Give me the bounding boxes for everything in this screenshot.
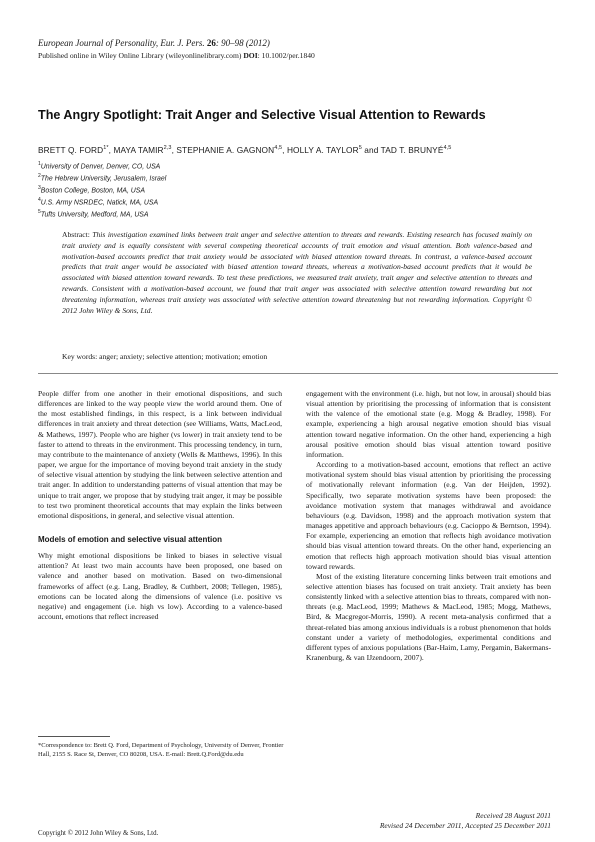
correspondence-footnote: *Correspondence to: Brett Q. Ford, Department of Psychology, University of Denver, Frontier Hall, 2155 S. Race St, Denver, CO 80208, USA. E-mail: Brett.Q.Ford@du.edu: [38, 742, 284, 758]
keywords: [62, 352, 532, 362]
author-list: [38, 143, 568, 156]
doi-label: DOI: [243, 51, 258, 60]
received-date: Received 28 August 2011: [475, 811, 551, 820]
author-name: , MAYA TAMIR: [108, 144, 164, 155]
affiliation: $^5$Tufts University, Medford, MA, USA: [38, 209, 149, 219]
copyright-notice: Copyright © 2012 John Wiley & Sons, Ltd.: [38, 830, 159, 837]
article-title: The Angry Spotlight: Trait Anger and Selective Visual Attention to Rewards: [38, 108, 486, 122]
body-paragraph: According to a motivation-based account, emotions that reflect an active motivational system should bias visual attention by prioritising the processing of motivationally relevant information (e.g. Van der Heijden, 1992). Specifically, two separate motivation systems have been proposed: the avoidance motivation system that manages withdrawal and avoidance behaviours (e.g. Davidson, 1998) and the approach motivation system that manages appetitive and approach behaviours (e.g. Cacioppo & Berntson, 1994). For example, experiencing an emotion that reflects high avoidance motivation should bias visual attention toward threats. On the other hand, experiencing an emotion that reflects high approach motivation should bias visual attention toward rewards.: [306, 460, 551, 571]
doi-link[interactable]: : 10.1002/per.1840: [257, 51, 315, 60]
journal-name: European Journal of Personality, Eur. J. Pers.: [38, 38, 207, 48]
keywords-text: anger; anxiety; selective attention; motivation; emotion: [97, 352, 268, 361]
author-affil-marker: 4,5: [443, 145, 452, 151]
author-affil-marker: 5: [358, 145, 362, 151]
section-heading: Models of emotion and selective visual attention: [38, 535, 223, 545]
journal-citation: [38, 38, 270, 49]
body-column-left: [38, 389, 282, 622]
body-paragraph: engagement with the environment (i.e. high, but not low, in arousal) should bias visual attention by prioritising the processing of information that is consistent with the valence of the emotional state (e.g. Mogg & Bradley, 1998). For example, experiencing a high arousal negative emotion should bias visual attention toward negative information. On the other hand, experiencing a high arousal positive emotion should bias visual attention toward positive information.: [306, 389, 551, 459]
journal-volume: 26: [206, 38, 216, 48]
affiliation: $^3$Boston College, Boston, MA, USA: [38, 185, 145, 195]
affiliation-list: [38, 160, 166, 220]
body-column-right: [306, 389, 551, 663]
author-name: , HOLLY A. TAYLOR: [282, 144, 359, 155]
author-name: BRETT Q. FORD: [38, 144, 104, 155]
author-name: , STEPHANIE A. GAGNON: [171, 144, 275, 155]
affiliation: $^4$U.S. Army NSRDEC, Natick, MA, USA: [38, 197, 159, 207]
keywords-label: Key words:: [62, 352, 98, 361]
author-name: and TAD T. BRUNYÉ: [361, 144, 444, 155]
received-dates: [380, 811, 551, 831]
body-paragraph: Why might emotional dispositions be linked to biases in selective visual attention? At least two main accounts have been proposed, one based on valence and another based on motivation. Based on two-dimensional frameworks of affect (e.g. Lang, Bradley, & Cuthbert, 2008; Tellegen, 1985), emotions can be located along the dimensions of valence (i.e. positive vs negative) and engagement (i.e. high vs low). According to a valence-based account, emotions that reflect increased: [38, 551, 282, 621]
published-text: Published online in Wiley Online Library (wileyonlinelibrary.com): [38, 51, 244, 60]
journal-pages: : 90–98 (2012): [215, 38, 270, 48]
author-affil-marker: 1*: [103, 145, 109, 151]
abstract: [62, 230, 532, 316]
affiliation: $^2$The Hebrew University, Jerusalem, Israel: [38, 173, 167, 183]
revised-accepted-date: Revised 24 December 2011, Accepted 25 December 2011: [379, 821, 551, 830]
abstract-text: This investigation examined links between trait anger and selective attention to threats and rewards. Existing research has focused mainly on trait anxiety and is equally consistent with several competing theoretical accounts of trait emotion and visual attention. Both valence-based and motivation-based accounts predict that trait anxiety would be associated with biased attention toward threats. In contrast, a valence-based account predicts that trait anger would be associated with biased attention toward threats, whereas a motivation-based account predicts that it would be associated with biased attention toward rewards. To test these predictions, we measured trait anxiety, trait anger and selective attention to threats and rewards. Consistent with a motivation-based account, we found that trait anger was associated with selective attention toward rewarding but not threatening information, whereas trait anxiety was associated with selective attention toward threatening but not rewarding information. Copyright © 2012 John Wiley & Sons, Ltd.: [62, 230, 532, 315]
author-affil-marker: 2,3: [163, 145, 172, 151]
affiliation: $^1$University of Denver, Denver, CO, USA: [38, 161, 161, 171]
body-paragraph: People differ from one another in their emotional dispositions, and such differences are linked to the way people view the world around them. One of the most established findings, in this respect, is a link between individual differences in trait anxiety and threat detection (see Williams, Watts, MacLeod, & Mathews, 1997). People who are higher (vs lower) in trait anxiety tend to be faster to attend to threats in the environment. This processing tendency, in turn, may contribute to the maintenance of anxiety (Wells & Matthews, 1996). In this paper, we argue for the importance of moving beyond trait anxiety in the study of selective visual attention by studying the link between selective attention and trait anger. In addition to understanding patterns of visual attention that may be unique to trait anger, we propose that by studying trait anger, it may be possible to test two prominent theoretical accounts that may explain the links between emotional dispositions, in general, and selective visual attention.: [38, 389, 282, 520]
footnote-divider: [38, 736, 110, 737]
author-affil-marker: 4,5: [274, 145, 283, 151]
abstract-label: Abstract:: [62, 230, 90, 239]
published-online-line: [38, 51, 315, 61]
section-divider: [38, 373, 558, 374]
body-paragraph: Most of the existing literature concerning links between trait emotions and selective attention biases has focused on trait anxiety. Trait anxiety has been consistently linked with a selective attention bias to threats, compared with non-threats (e.g. MacLeod, 1999; Mathews & MacLeod, 1985; Mogg, Mathews, Bird, & Macgregor-Morris, 1990). A recent meta-analysis confirmed that a threat-related bias among anxious individuals is a robust phenomenon that holds constant under a variety of methodologies, experimental conditions and different types of anxious populations (Bar-Haim, Lamy, Pergamin, Bakermans-Kranenburg, & van IJzendoorn, 2007).: [306, 571, 551, 663]
